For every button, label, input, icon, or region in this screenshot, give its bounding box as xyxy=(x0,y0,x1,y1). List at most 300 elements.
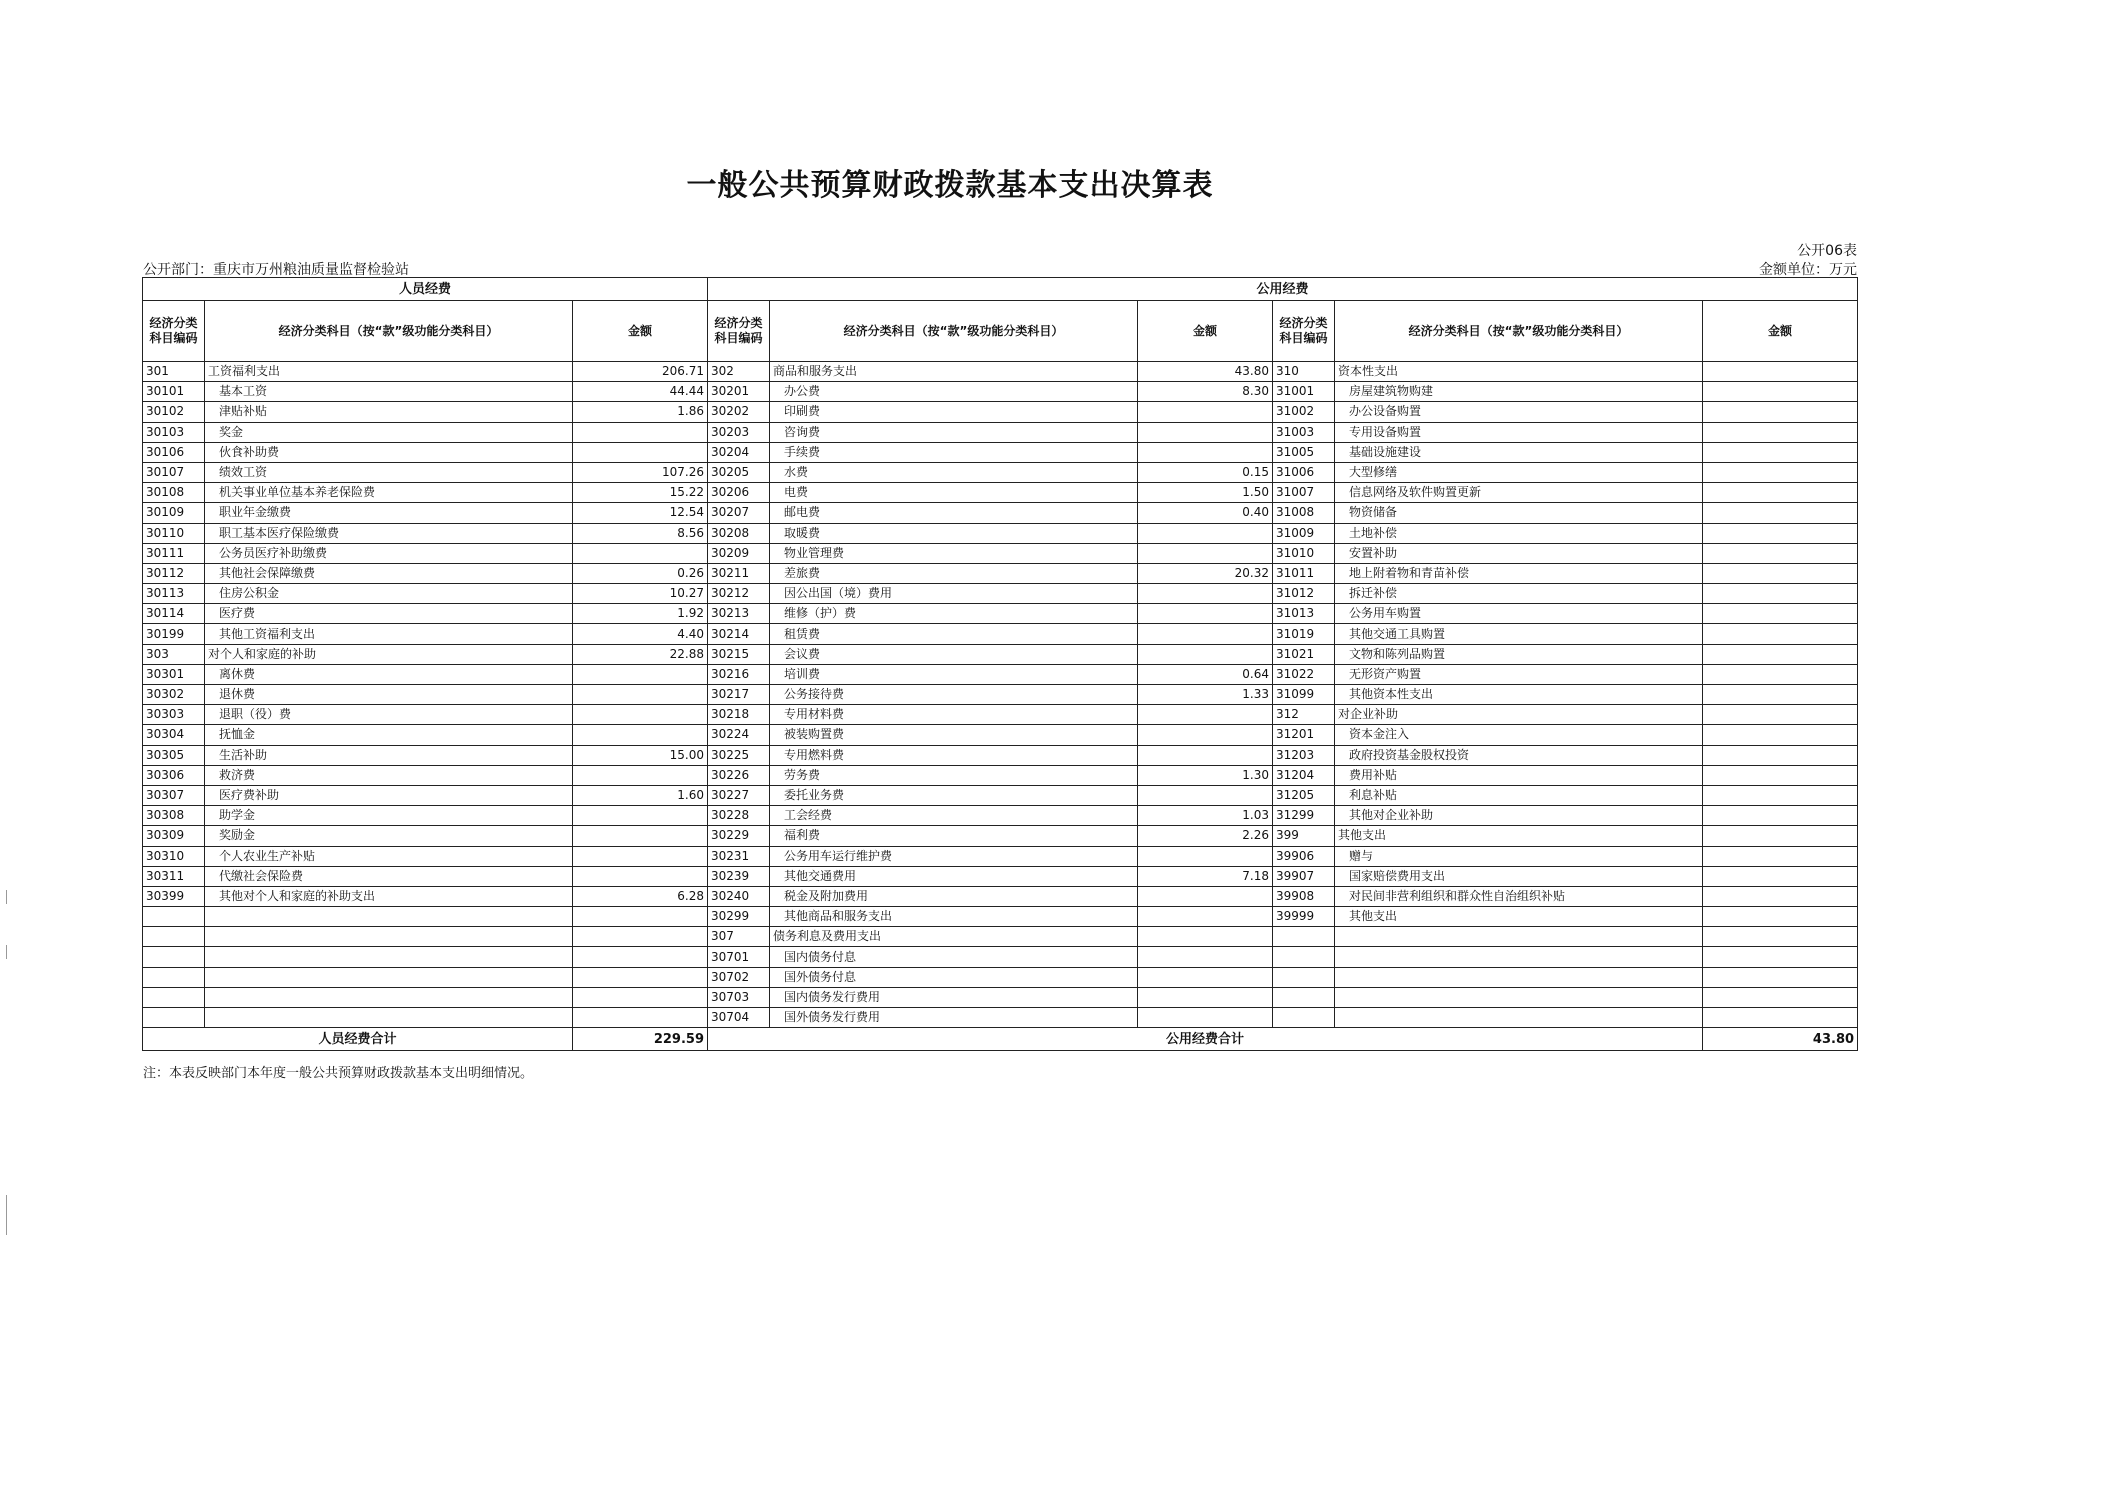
row-name-cell: 商品和服务支出 xyxy=(770,362,1138,382)
row-amount-cell xyxy=(1703,785,1858,805)
row-name-cell: 基本工资 xyxy=(205,382,573,402)
row-name-cell: 国内债务付息 xyxy=(770,947,1138,967)
row-amount-cell xyxy=(573,826,708,846)
row-amount-cell xyxy=(1703,523,1858,543)
row-name-cell: 办公费 xyxy=(770,382,1138,402)
row-name-cell: 伙食补助费 xyxy=(205,442,573,462)
public-total-label: 公用经费合计 xyxy=(708,1028,1703,1051)
row-amount-cell xyxy=(573,987,708,1007)
row-name-cell: 其他对个人和家庭的补助支出 xyxy=(205,886,573,906)
row-name-cell: 职业年金缴费 xyxy=(205,503,573,523)
totals-row xyxy=(143,1028,1858,1051)
row-name-cell: 对民间非营利组织和群众性自治组织补贴 xyxy=(1335,886,1703,906)
row-code-cell: 30308 xyxy=(143,806,205,826)
row-code-cell xyxy=(143,1008,205,1028)
table-row xyxy=(143,765,1858,785)
col-code-1: 经济分类科目编码 xyxy=(143,301,205,362)
row-code-cell: 30226 xyxy=(708,765,770,785)
row-amount-cell xyxy=(1703,947,1858,967)
row-name-cell: 利息补贴 xyxy=(1335,785,1703,805)
row-name-cell: 办公设备购置 xyxy=(1335,402,1703,422)
row-code-cell: 31201 xyxy=(1273,725,1335,745)
row-name-cell: 安置补助 xyxy=(1335,543,1703,563)
row-name-cell: 其他对企业补助 xyxy=(1335,806,1703,826)
row-code-cell xyxy=(143,927,205,947)
row-name-cell: 无形资产购置 xyxy=(1335,664,1703,684)
row-amount-cell: 1.33 xyxy=(1138,685,1273,705)
row-amount-cell xyxy=(573,725,708,745)
table-row xyxy=(143,584,1858,604)
row-name-cell: 物资储备 xyxy=(1335,503,1703,523)
row-name-cell: 福利费 xyxy=(770,826,1138,846)
table-row xyxy=(143,866,1858,886)
row-name-cell: 对个人和家庭的补助 xyxy=(205,644,573,664)
row-amount-cell xyxy=(573,543,708,563)
row-name-cell: 退职（役）费 xyxy=(205,705,573,725)
row-amount-cell: 0.40 xyxy=(1138,503,1273,523)
row-amount-cell xyxy=(1703,382,1858,402)
row-code-cell: 30239 xyxy=(708,866,770,886)
row-code-cell: 31204 xyxy=(1273,765,1335,785)
row-code-cell: 39908 xyxy=(1273,886,1335,906)
row-code-cell xyxy=(143,987,205,1007)
row-code-cell xyxy=(143,967,205,987)
row-code-cell: 31299 xyxy=(1273,806,1335,826)
row-code-cell: 30299 xyxy=(708,907,770,927)
row-amount-cell xyxy=(1703,846,1858,866)
row-code-cell: 30218 xyxy=(708,705,770,725)
row-amount-cell: 8.30 xyxy=(1138,382,1273,402)
row-name-cell: 委托业务费 xyxy=(770,785,1138,805)
row-name-cell: 助学金 xyxy=(205,806,573,826)
row-amount-cell xyxy=(1703,685,1858,705)
row-name-cell: 劳务费 xyxy=(770,765,1138,785)
row-code-cell: 307 xyxy=(708,927,770,947)
row-name-cell: 公务用车运行维护费 xyxy=(770,846,1138,866)
row-code-cell: 30301 xyxy=(143,664,205,684)
row-name-cell xyxy=(1335,987,1703,1007)
row-code-cell: 30211 xyxy=(708,563,770,583)
table-row xyxy=(143,462,1858,482)
row-amount-cell: 4.40 xyxy=(573,624,708,644)
row-amount-cell xyxy=(1703,1008,1858,1028)
row-amount-cell xyxy=(1138,644,1273,664)
row-code-cell: 30227 xyxy=(708,785,770,805)
row-code-cell: 31205 xyxy=(1273,785,1335,805)
row-name-cell: 国外债务发行费用 xyxy=(770,1008,1138,1028)
row-amount-cell xyxy=(1138,624,1273,644)
table-row xyxy=(143,442,1858,462)
row-amount-cell: 0.15 xyxy=(1138,462,1273,482)
table-row xyxy=(143,947,1858,967)
table-row xyxy=(143,967,1858,987)
table-row xyxy=(143,402,1858,422)
row-name-cell: 会议费 xyxy=(770,644,1138,664)
row-name-cell: 费用补贴 xyxy=(1335,765,1703,785)
row-amount-cell xyxy=(573,947,708,967)
table-row xyxy=(143,483,1858,503)
row-name-cell: 个人农业生产补贴 xyxy=(205,846,573,866)
row-amount-cell xyxy=(1703,765,1858,785)
row-name-cell: 专用燃料费 xyxy=(770,745,1138,765)
row-amount-cell: 206.71 xyxy=(573,362,708,382)
row-code-cell: 30208 xyxy=(708,523,770,543)
row-amount-cell xyxy=(1703,563,1858,583)
row-code-cell: 39906 xyxy=(1273,846,1335,866)
row-amount-cell: 2.26 xyxy=(1138,826,1273,846)
row-code-cell: 30310 xyxy=(143,846,205,866)
row-amount-cell xyxy=(1703,644,1858,664)
row-amount-cell xyxy=(1138,947,1273,967)
row-name-cell xyxy=(205,907,573,927)
row-amount-cell: 107.26 xyxy=(573,462,708,482)
col-amount-2: 金额 xyxy=(1138,301,1273,362)
row-name-cell xyxy=(205,987,573,1007)
row-name-cell: 医疗费补助 xyxy=(205,785,573,805)
row-amount-cell xyxy=(573,705,708,725)
row-name-cell: 公务接待费 xyxy=(770,685,1138,705)
row-name-cell: 其他社会保障缴费 xyxy=(205,563,573,583)
row-name-cell xyxy=(205,927,573,947)
row-code-cell: 39907 xyxy=(1273,866,1335,886)
row-name-cell: 债务利息及费用支出 xyxy=(770,927,1138,947)
row-amount-cell xyxy=(1703,624,1858,644)
row-code-cell: 30108 xyxy=(143,483,205,503)
table-body xyxy=(143,362,1858,1028)
row-name-cell: 税金及附加费用 xyxy=(770,886,1138,906)
public-total-value: 43.80 xyxy=(1703,1028,1858,1051)
row-code-cell: 30114 xyxy=(143,604,205,624)
row-code-cell: 30109 xyxy=(143,503,205,523)
row-amount-cell xyxy=(1138,1008,1273,1028)
row-code-cell: 30704 xyxy=(708,1008,770,1028)
footnote: 注：本表反映部门本年度一般公共预算财政拨款基本支出明细情况。 xyxy=(143,1066,534,1081)
row-code-cell xyxy=(1273,927,1335,947)
row-name-cell: 政府投资基金股权投资 xyxy=(1335,745,1703,765)
row-amount-cell: 1.50 xyxy=(1138,483,1273,503)
row-amount-cell xyxy=(1138,402,1273,422)
row-code-cell: 30111 xyxy=(143,543,205,563)
row-code-cell: 30101 xyxy=(143,382,205,402)
row-amount-cell xyxy=(1138,422,1273,442)
row-amount-cell: 10.27 xyxy=(573,584,708,604)
row-amount-cell xyxy=(1703,866,1858,886)
row-name-cell: 奖金 xyxy=(205,422,573,442)
row-amount-cell: 15.22 xyxy=(573,483,708,503)
col-name-3: 经济分类科目（按“款”级功能分类科目） xyxy=(1335,301,1703,362)
row-name-cell: 因公出国（境）费用 xyxy=(770,584,1138,604)
row-code-cell: 39999 xyxy=(1273,907,1335,927)
row-code-cell: 30110 xyxy=(143,523,205,543)
row-code-cell: 31013 xyxy=(1273,604,1335,624)
row-code-cell: 30306 xyxy=(143,765,205,785)
row-amount-cell: 0.64 xyxy=(1138,664,1273,684)
row-amount-cell xyxy=(1138,745,1273,765)
row-name-cell: 其他工资福利支出 xyxy=(205,624,573,644)
row-name-cell xyxy=(1335,1008,1703,1028)
row-code-cell: 30199 xyxy=(143,624,205,644)
row-name-cell: 文物和陈列品购置 xyxy=(1335,644,1703,664)
row-amount-cell xyxy=(573,765,708,785)
scan-mark xyxy=(6,1195,7,1235)
row-amount-cell xyxy=(1138,523,1273,543)
row-name-cell: 资本金注入 xyxy=(1335,725,1703,745)
row-amount-cell xyxy=(1703,705,1858,725)
row-code-cell xyxy=(143,907,205,927)
row-name-cell: 地上附着物和青苗补偿 xyxy=(1335,563,1703,583)
row-code-cell: 30107 xyxy=(143,462,205,482)
row-name-cell: 国家赔偿费用支出 xyxy=(1335,866,1703,886)
row-amount-cell xyxy=(1138,442,1273,462)
row-name-cell: 其他交通工具购置 xyxy=(1335,624,1703,644)
row-amount-cell: 20.32 xyxy=(1138,563,1273,583)
row-code-cell: 31007 xyxy=(1273,483,1335,503)
row-name-cell: 信息网络及软件购置更新 xyxy=(1335,483,1703,503)
col-name-1: 经济分类科目（按“款”级功能分类科目） xyxy=(205,301,573,362)
row-code-cell: 30307 xyxy=(143,785,205,805)
row-code-cell: 30305 xyxy=(143,745,205,765)
row-amount-cell xyxy=(1703,483,1858,503)
row-name-cell: 水费 xyxy=(770,462,1138,482)
table-row xyxy=(143,927,1858,947)
row-code-cell: 31021 xyxy=(1273,644,1335,664)
row-code-cell: 30303 xyxy=(143,705,205,725)
table-row xyxy=(143,685,1858,705)
row-code-cell: 30103 xyxy=(143,422,205,442)
row-code-cell xyxy=(143,947,205,967)
row-amount-cell xyxy=(573,664,708,684)
row-amount-cell xyxy=(1703,907,1858,927)
row-name-cell xyxy=(205,967,573,987)
row-name-cell: 其他支出 xyxy=(1335,826,1703,846)
row-code-cell: 30702 xyxy=(708,967,770,987)
table-row xyxy=(143,624,1858,644)
row-amount-cell xyxy=(1138,886,1273,906)
row-code-cell: 31203 xyxy=(1273,745,1335,765)
row-amount-cell: 15.00 xyxy=(573,745,708,765)
row-code-cell: 31003 xyxy=(1273,422,1335,442)
row-amount-cell xyxy=(1703,806,1858,826)
table-row xyxy=(143,1008,1858,1028)
row-name-cell xyxy=(205,1008,573,1028)
row-amount-cell xyxy=(1138,967,1273,987)
row-code-cell: 31005 xyxy=(1273,442,1335,462)
table-row xyxy=(143,725,1858,745)
row-code-cell: 30209 xyxy=(708,543,770,563)
row-code-cell: 31012 xyxy=(1273,584,1335,604)
row-name-cell: 奖励金 xyxy=(205,826,573,846)
row-amount-cell xyxy=(1703,584,1858,604)
col-code-2: 经济分类科目编码 xyxy=(708,301,770,362)
row-name-cell: 绩效工资 xyxy=(205,462,573,482)
row-amount-cell xyxy=(1703,967,1858,987)
row-code-cell: 310 xyxy=(1273,362,1335,382)
row-code-cell xyxy=(1273,1008,1335,1028)
table-row xyxy=(143,806,1858,826)
row-code-cell: 30399 xyxy=(143,886,205,906)
table-row xyxy=(143,745,1858,765)
row-name-cell: 租赁费 xyxy=(770,624,1138,644)
row-code-cell: 30201 xyxy=(708,382,770,402)
row-name-cell: 专用材料费 xyxy=(770,705,1138,725)
row-amount-cell xyxy=(1138,725,1273,745)
row-name-cell xyxy=(1335,947,1703,967)
row-amount-cell: 6.28 xyxy=(573,886,708,906)
row-name-cell: 国内债务发行费用 xyxy=(770,987,1138,1007)
unit-label: 金额单位：万元 xyxy=(1759,262,1857,278)
row-name-cell: 其他交通费用 xyxy=(770,866,1138,886)
row-code-cell: 30703 xyxy=(708,987,770,1007)
row-code-cell: 30224 xyxy=(708,725,770,745)
row-amount-cell: 1.60 xyxy=(573,785,708,805)
row-amount-cell xyxy=(1138,604,1273,624)
row-code-cell: 30229 xyxy=(708,826,770,846)
row-amount-cell: 1.30 xyxy=(1138,765,1273,785)
row-name-cell: 国外债务付息 xyxy=(770,967,1138,987)
row-code-cell: 30206 xyxy=(708,483,770,503)
row-name-cell: 取暖费 xyxy=(770,523,1138,543)
row-amount-cell xyxy=(1703,664,1858,684)
table-row xyxy=(143,664,1858,684)
personnel-total-label: 人员经费合计 xyxy=(143,1028,573,1051)
row-amount-cell: 22.88 xyxy=(573,644,708,664)
row-name-cell: 维修（护）费 xyxy=(770,604,1138,624)
row-amount-cell xyxy=(573,442,708,462)
row-amount-cell xyxy=(1138,907,1273,927)
row-name-cell: 生活补助 xyxy=(205,745,573,765)
row-amount-cell xyxy=(573,967,708,987)
row-code-cell: 31022 xyxy=(1273,664,1335,684)
report-title: 一般公共预算财政拨款基本支出决算表 xyxy=(686,168,1214,203)
form-number: 公开06表 xyxy=(1797,243,1857,259)
row-name-cell: 机关事业单位基本养老保险费 xyxy=(205,483,573,503)
scan-mark xyxy=(6,890,7,904)
row-code-cell: 30304 xyxy=(143,725,205,745)
row-code-cell: 30701 xyxy=(708,947,770,967)
col-amount-3: 金额 xyxy=(1703,301,1858,362)
row-code-cell: 31099 xyxy=(1273,685,1335,705)
table-row xyxy=(143,563,1858,583)
row-amount-cell xyxy=(1703,402,1858,422)
row-name-cell: 土地补偿 xyxy=(1335,523,1703,543)
row-code-cell xyxy=(1273,947,1335,967)
table-row xyxy=(143,785,1858,805)
row-name-cell xyxy=(1335,967,1703,987)
table-row xyxy=(143,644,1858,664)
row-code-cell: 30215 xyxy=(708,644,770,664)
table-row xyxy=(143,987,1858,1007)
row-amount-cell: 1.92 xyxy=(573,604,708,624)
row-code-cell xyxy=(1273,987,1335,1007)
section-public: 公用经费 xyxy=(708,278,1858,301)
row-name-cell: 其他商品和服务支出 xyxy=(770,907,1138,927)
row-name-cell: 手续费 xyxy=(770,442,1138,462)
row-code-cell xyxy=(1273,967,1335,987)
row-code-cell: 30214 xyxy=(708,624,770,644)
row-name-cell: 救济费 xyxy=(205,765,573,785)
row-amount-cell xyxy=(573,422,708,442)
row-amount-cell xyxy=(1703,826,1858,846)
row-code-cell: 30205 xyxy=(708,462,770,482)
row-amount-cell xyxy=(573,1008,708,1028)
row-amount-cell xyxy=(1138,543,1273,563)
row-amount-cell xyxy=(1138,927,1273,947)
row-amount-cell xyxy=(1703,543,1858,563)
row-name-cell: 赠与 xyxy=(1335,846,1703,866)
row-code-cell: 30112 xyxy=(143,563,205,583)
row-amount-cell: 44.44 xyxy=(573,382,708,402)
row-amount-cell xyxy=(1703,987,1858,1007)
row-amount-cell xyxy=(1703,362,1858,382)
row-name-cell: 工会经费 xyxy=(770,806,1138,826)
row-code-cell: 312 xyxy=(1273,705,1335,725)
row-code-cell: 30216 xyxy=(708,664,770,684)
row-amount-cell xyxy=(1703,462,1858,482)
row-code-cell: 30203 xyxy=(708,422,770,442)
row-name-cell xyxy=(205,947,573,967)
table-row xyxy=(143,523,1858,543)
table-row xyxy=(143,846,1858,866)
row-name-cell: 差旅费 xyxy=(770,563,1138,583)
row-code-cell: 30212 xyxy=(708,584,770,604)
row-name-cell: 离休费 xyxy=(205,664,573,684)
row-code-cell: 30240 xyxy=(708,886,770,906)
row-name-cell: 被装购置费 xyxy=(770,725,1138,745)
row-name-cell: 培训费 xyxy=(770,664,1138,684)
row-name-cell: 邮电费 xyxy=(770,503,1138,523)
row-name-cell: 大型修缮 xyxy=(1335,462,1703,482)
row-name-cell: 公务用车购置 xyxy=(1335,604,1703,624)
row-amount-cell xyxy=(1138,584,1273,604)
row-code-cell: 302 xyxy=(708,362,770,382)
row-amount-cell xyxy=(573,907,708,927)
row-name-cell: 对企业补助 xyxy=(1335,705,1703,725)
table-row xyxy=(143,705,1858,725)
row-name-cell: 公务员医疗补助缴费 xyxy=(205,543,573,563)
row-amount-cell: 0.26 xyxy=(573,563,708,583)
row-name-cell: 其他支出 xyxy=(1335,907,1703,927)
row-code-cell: 399 xyxy=(1273,826,1335,846)
row-code-cell: 30217 xyxy=(708,685,770,705)
row-amount-cell xyxy=(1703,442,1858,462)
row-amount-cell xyxy=(1703,725,1858,745)
row-code-cell: 30202 xyxy=(708,402,770,422)
col-code-3: 经济分类科目编码 xyxy=(1273,301,1335,362)
row-amount-cell xyxy=(1703,604,1858,624)
row-name-cell: 职工基本医疗保险缴费 xyxy=(205,523,573,543)
row-code-cell: 30309 xyxy=(143,826,205,846)
row-code-cell: 30213 xyxy=(708,604,770,624)
row-amount-cell xyxy=(1703,927,1858,947)
row-name-cell: 资本性支出 xyxy=(1335,362,1703,382)
row-name-cell: 拆迁补偿 xyxy=(1335,584,1703,604)
table-row xyxy=(143,382,1858,402)
row-amount-cell xyxy=(573,846,708,866)
row-amount-cell xyxy=(1703,503,1858,523)
row-code-cell: 301 xyxy=(143,362,205,382)
row-amount-cell xyxy=(1138,987,1273,1007)
row-code-cell: 30231 xyxy=(708,846,770,866)
col-name-2: 经济分类科目（按“款”级功能分类科目） xyxy=(770,301,1138,362)
row-name-cell xyxy=(1335,927,1703,947)
row-code-cell: 30106 xyxy=(143,442,205,462)
row-amount-cell: 12.54 xyxy=(573,503,708,523)
row-amount-cell xyxy=(573,685,708,705)
table-row xyxy=(143,604,1858,624)
row-name-cell: 基础设施建设 xyxy=(1335,442,1703,462)
row-name-cell: 代缴社会保险费 xyxy=(205,866,573,886)
row-name-cell: 津贴补贴 xyxy=(205,402,573,422)
